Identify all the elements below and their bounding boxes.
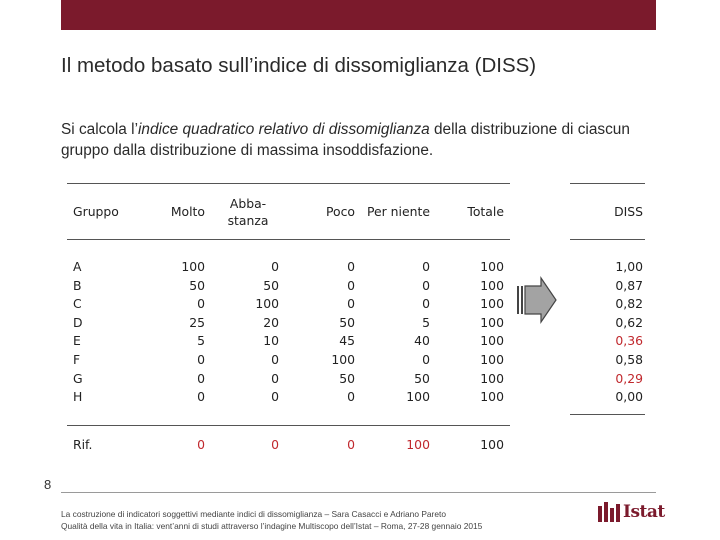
table-row: [67, 351, 510, 370]
ref-cell-totale: 100: [480, 437, 504, 453]
intro-text-start: Si calcola l’: [61, 121, 138, 138]
cell-molto: 100: [181, 259, 205, 275]
cell-per-niente: 40: [414, 333, 430, 349]
diss-row: [570, 332, 645, 351]
diss-row: [570, 258, 645, 277]
header-abbastanza-line1: Abba-: [229, 195, 267, 211]
cell-poco: 0: [347, 277, 355, 293]
cell-per-niente: 50: [414, 370, 430, 386]
cell-molto: 50: [189, 277, 205, 293]
distribution-table: [67, 183, 510, 465]
cell-poco: 50: [339, 314, 355, 330]
ref-cell-poco: 0: [347, 437, 355, 453]
cell-gruppo: E: [73, 333, 81, 349]
cell-gruppo: B: [73, 277, 82, 293]
slide-title: Il metodo basato sull’indice di dissomiglianza (DISS): [61, 54, 537, 77]
cell-molto: 0: [197, 296, 205, 312]
ref-cell-abbastanza: 0: [271, 437, 279, 453]
cell-abbastanza: 0: [271, 370, 279, 386]
diss-row: [570, 351, 645, 370]
table-row: [67, 295, 510, 314]
cell-gruppo: H: [73, 389, 83, 405]
cell-poco: 0: [347, 296, 355, 312]
cell-per-niente: 0: [422, 259, 430, 275]
cell-abbastanza: 0: [271, 259, 279, 275]
diss-row: [570, 277, 645, 296]
header-abbastanza: [211, 184, 285, 240]
cell-abbastanza: 20: [263, 314, 279, 330]
table-header-row: [67, 184, 510, 240]
cell-abbastanza: 10: [263, 333, 279, 349]
cell-molto: 0: [197, 389, 205, 405]
cell-poco: 50: [339, 370, 355, 386]
table-row: [67, 314, 510, 333]
intro-text-end: della distribuzione di ciascun gruppo dalla distribuzione di massima insoddisfazione.: [61, 121, 630, 159]
diss-value: 0,29: [615, 370, 643, 386]
cell-totale: 100: [480, 389, 504, 405]
cell-gruppo: C: [73, 296, 82, 312]
header-per-niente: Per niente: [367, 204, 430, 219]
footer-line-2: Qualità della vita in Italia: vent’anni di studi attraverso l’indagine Multiscopo dell’Istat – Roma, 27-28 gennaio 2015: [61, 521, 483, 531]
cell-totale: 100: [480, 333, 504, 349]
cell-poco: 0: [347, 259, 355, 275]
diss-value: 0,62: [615, 314, 643, 330]
cell-per-niente: 0: [422, 352, 430, 368]
istat-logo-text: Istat: [623, 502, 665, 522]
cell-molto: 0: [197, 370, 205, 386]
ref-cell-molto: 0: [197, 437, 205, 453]
table-row: [67, 370, 510, 389]
footer-text: [61, 508, 482, 532]
header-gruppo: Gruppo: [73, 204, 119, 219]
diss-body: [570, 240, 645, 415]
footer-line-1: La costruzione di indicatori soggettivi mediante indici di dissomiglianza – Sara Casacci e Adriano Pareto: [61, 509, 446, 519]
diss-value: 0,82: [615, 296, 643, 312]
reference-row: [67, 425, 510, 465]
cell-molto: 5: [197, 333, 205, 349]
cell-totale: 100: [480, 259, 504, 275]
header-abbastanza-line2: stanza: [227, 212, 269, 228]
istat-logo-mark-icon: [598, 502, 620, 522]
right-arrow-icon: [517, 276, 557, 324]
page-number: 8: [44, 477, 52, 492]
table-row: [67, 277, 510, 296]
ref-cell-per-niente: 100: [406, 437, 430, 453]
table-row: [67, 388, 510, 407]
ref-cell-gruppo: Rif.: [73, 437, 93, 453]
cell-abbastanza: 0: [271, 352, 279, 368]
cell-totale: 100: [480, 370, 504, 386]
cell-gruppo: G: [73, 370, 83, 386]
cell-poco: 45: [339, 333, 355, 349]
cell-abbastanza: 0: [271, 389, 279, 405]
diss-value: 0,00: [615, 389, 643, 405]
header-poco: Poco: [325, 204, 355, 219]
cell-abbastanza: 100: [255, 296, 279, 312]
istat-logo: [598, 502, 665, 522]
cell-gruppo: A: [73, 259, 82, 275]
top-brand-bar: [61, 0, 656, 30]
diss-row: [570, 295, 645, 314]
cell-totale: 100: [480, 277, 504, 293]
header-molto: Molto: [170, 204, 205, 219]
diss-row: [570, 388, 645, 407]
table-body: [67, 240, 510, 466]
table-row: [67, 332, 510, 351]
diss-row: [570, 370, 645, 389]
cell-poco: 100: [331, 352, 355, 368]
table-row: [67, 258, 510, 277]
cell-per-niente: 100: [406, 389, 430, 405]
diss-value: 0,87: [615, 277, 643, 293]
cell-totale: 100: [480, 314, 504, 330]
intro-text-emphasis: indice quadratico relativo di dissomiglianza: [137, 121, 430, 138]
cell-molto: 25: [189, 314, 205, 330]
cell-molto: 0: [197, 352, 205, 368]
diss-value: 0,36: [615, 333, 643, 349]
footer-divider: [61, 492, 656, 493]
diss-value: 1,00: [615, 259, 643, 275]
cell-per-niente: 0: [422, 296, 430, 312]
header-diss: DISS: [614, 204, 643, 219]
cell-totale: 100: [480, 352, 504, 368]
cell-abbastanza: 50: [263, 277, 279, 293]
diss-value: 0,58: [615, 352, 643, 368]
diss-table: [570, 183, 645, 415]
cell-gruppo: F: [73, 352, 81, 368]
cell-poco: 0: [347, 389, 355, 405]
cell-per-niente: 0: [422, 277, 430, 293]
intro-text: [61, 119, 671, 161]
diss-row: [570, 314, 645, 333]
cell-per-niente: 5: [422, 314, 430, 330]
cell-gruppo: D: [73, 314, 83, 330]
header-totale: Totale: [467, 204, 504, 219]
cell-totale: 100: [480, 296, 504, 312]
diss-header-row: [570, 184, 645, 240]
